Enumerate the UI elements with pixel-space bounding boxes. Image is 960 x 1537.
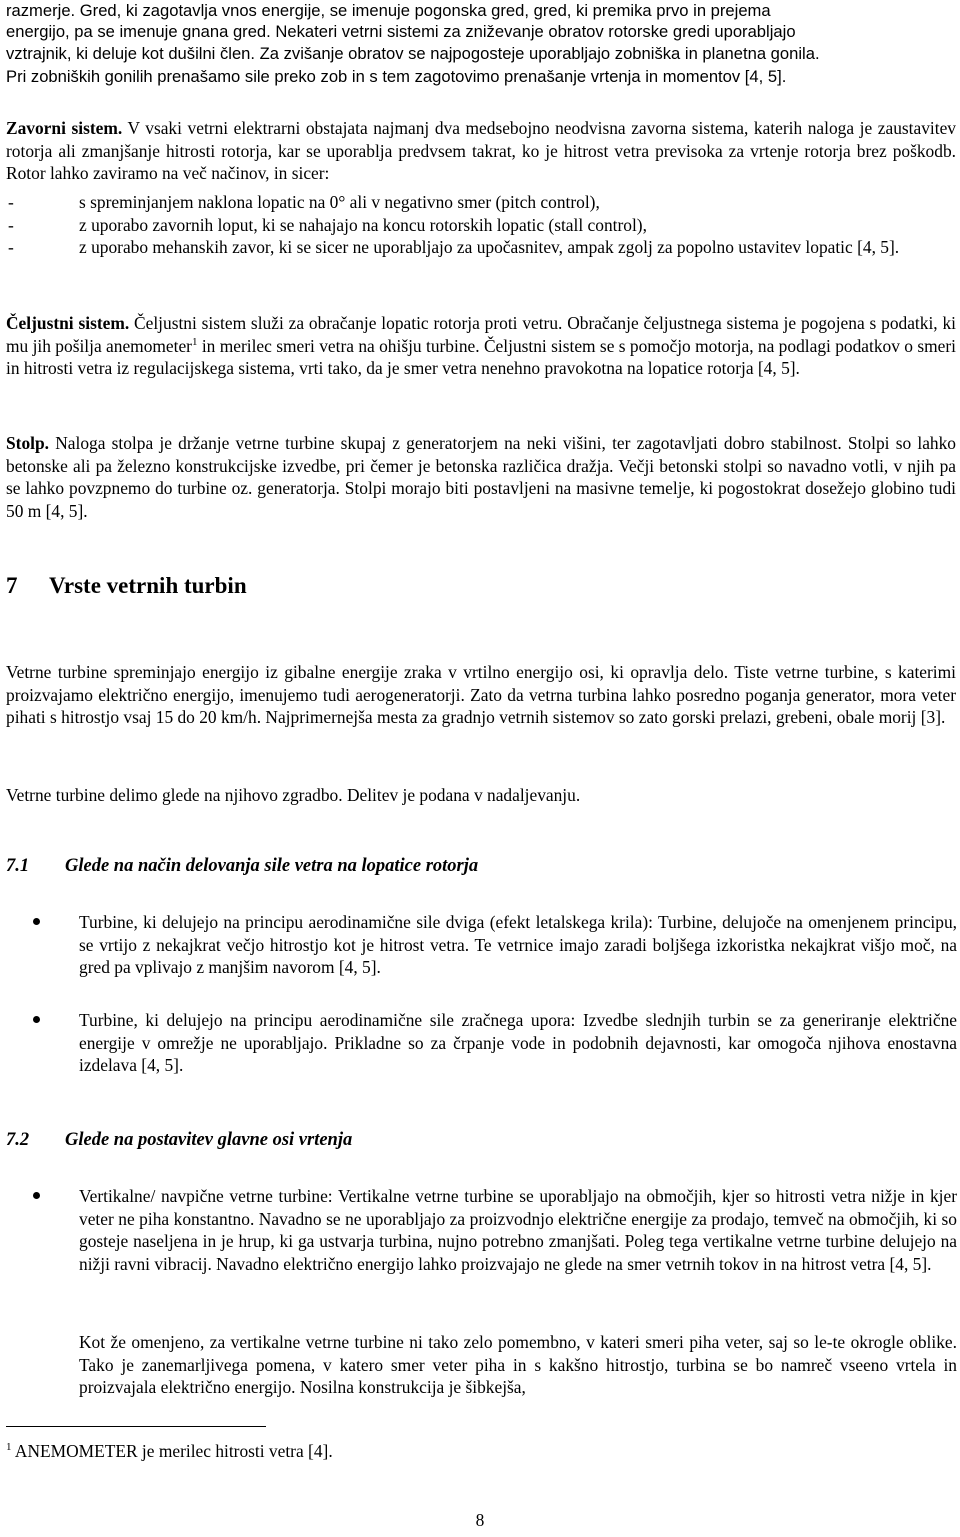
section-paragraph: Vetrne turbine delimo glede na njihovo zgradbo. Delitev je podana v nadaljevanju. xyxy=(6,785,581,805)
list-item xyxy=(6,236,956,259)
yaw-system-text: in merilec smeri vetra na ohišju turbine. Čeljustni sistem se s pomočjo motorja, na podlagi podatkov o smeri in hitrosti vetra iz regulacijskega sistema, vrti tako, da je smer vetra nenehno pravokotna na lopatice rotorja [4, 5]. xyxy=(6,335,956,378)
brake-system-text: V vsaki vetrni elektrarni obstajata najmanj dva medsebojno neodvisna zavorna sistema, katerih naloga je zaustavitev rotorja ali zmanjšanje hitrosti rotorja, kar se uporablja predvsem takrat, ko je hitrost vetra previsoka za vrtenje rotorja brez poškodb. Rotor lahko zaviramo na več načinov, in sicer: xyxy=(6,118,956,183)
subsection-number: 7.2 xyxy=(6,1130,30,1150)
footnote xyxy=(6,1440,333,1463)
footnote-reference: 1 xyxy=(191,335,198,348)
footnote-separator xyxy=(6,1426,266,1427)
list-item xyxy=(6,214,956,237)
subsection-title: Glede na način delovanja sile vetra na lopatice rotorja xyxy=(65,856,479,876)
section-number: 7 xyxy=(6,573,18,598)
list-item-text: z uporabo zavornih loput, ki se nahajajo na koncu rotorskih lopatic (stall control), xyxy=(79,214,647,235)
list-item xyxy=(6,191,956,214)
page-number: 8 xyxy=(475,1510,485,1530)
section-paragraph: Vetrne turbine spreminjajo energijo iz gibalne energije zraka v vrtilno energijo osi, ki opravlja delo. Tiste vetrne turbine, s katerimi proizvajamo električno energijo, imenujemo tudi aerogeneratorji. Zato da vetrna turbina lahko posredno poganja generator, mora veter pihati s hitrostjo vsaj 15 do 20 km/h. Najprimernejša mesta za gradnjo vetrnih sistemov so zato gorski prelazi, grebeni, obale morij [3]. xyxy=(6,662,956,727)
bullet-dot xyxy=(33,1016,40,1023)
brake-methods-list xyxy=(6,191,956,259)
footnote-text: ANEMOMETER je merilec hitrosti vetra [4]. xyxy=(11,1441,333,1461)
dash-marker: - xyxy=(8,192,14,212)
intro-line: Pri zobniških gonilih prenašamo sile preko zob in s tem zagotovimo prenašanje vrtenja in momentov [4, 5]. xyxy=(6,67,787,86)
bullet-continuation: Kot že omenjeno, za vertikalne vetrne turbine ni tako zelo pomembno, v kateri smeri piha veter, saj so le-te okrogle oblike. Tako je zanemarljivega pomena, v katero smer veter piha in s kakšno hitrostjo, turbina se bo namreč vseeno vrtela in proizvajala električno energijo. Nosilna konstrukcija je šibkejša, xyxy=(79,1332,957,1397)
yaw-system-heading: Čeljustni sistem. xyxy=(6,313,130,333)
tower-paragraph xyxy=(6,432,956,522)
subsection-number: 7.1 xyxy=(6,856,30,876)
yaw-system-text: Čeljustni sistem služi za obračanje lopatic rotorja proti vetru. Obračanje čeljustnega sistema je pogojena s podatki, ki mu jih pošilja anemometer xyxy=(6,313,956,356)
section-heading xyxy=(6,575,247,598)
brake-system-paragraph xyxy=(6,117,956,185)
intro-line: razmerje. Gred, ki zagotavlja vnos energije, se imenuje pogonska gred, gred, ki premika prvo in prejema xyxy=(6,1,771,20)
subsection-title: Glede na postavitev glavne osi vrtenja xyxy=(65,1130,353,1150)
bullet-dot xyxy=(33,1192,40,1199)
bullet-item xyxy=(79,1009,957,1077)
bullet-text: Vertikalne/ navpične vetrne turbine: Vertikalne vetrne turbine se uporabljajo na območjih, kjer so hitrosti vetra nižje in kjer veter ne piha konstantno. Navadno se ne uporabljajo za proizvodnjo električne energije za prodajo, temveč na območjih, ki so gosteje naseljena in je hrup, ki ga ustvarja turbina, nujno potrebno zmanjšati. Poleg tega vertikalne vetrne turbine delujejo na nižji ravni vibracij. Navadno električno energijo lahko proizvajajo ne glede na smer vetrnih tokov in na hitrost vetra [4, 5]. xyxy=(79,1186,957,1274)
yaw-system-paragraph xyxy=(6,312,956,380)
bullet-text: Turbine, ki delujejo na principu aerodinamične sile zračnega upora: Izvedbe slednjih turbin se za generiranje električne energije v omrežje ne uporabljajo. Prikladne so za črpanje vode in podobnih dejavnosti, kar omogoča njihova enostavna izdelava [4, 5]. xyxy=(79,1010,957,1075)
tower-heading: Stolp. xyxy=(6,433,50,453)
section-title: Vrste vetrnih turbin xyxy=(49,573,247,598)
intro-line: vztrajnik, ki deluje kot dušilni člen. Za zvišanje obratov se najpogosteje uporabljajo zobniška in planetna gonila. xyxy=(6,44,820,63)
bullet-dot xyxy=(33,918,40,925)
dash-marker: - xyxy=(8,237,14,257)
subsection-heading xyxy=(6,1129,352,1152)
footnote-mark: 1 xyxy=(6,1441,12,1454)
tower-text: Naloga stolpa je držanje vetrne turbine skupaj z generatorjem na neki višini, ter zagotavljati dobro stabilnost. Stolpi so lahko betonske ali pa železno konstrukcijske izvedbe, pri čemer je betonska različica dražja. Večji betonski stolpi so navadno votli, v njih pa se lahko povzpnemo do turbine oz. generatorja. Stolpi morajo biti postavljeni na masivne temelje, ki pogostokrat dosežejo globino tudi 50 m [4, 5]. xyxy=(6,433,956,521)
bullet-text: Turbine, ki delujejo na principu aerodinamične sile dviga (efekt letalskega krila): Turbine, delujoče na omenjenem principu, se vrtijo z nekajkrat večjo hitrostjo kot je hitrost vetra. Te vetrnice imajo zaradi boljšega izkoristka nekajkrat višjo moč, na gred pa vplivajo z manjšim navorom [4, 5]. xyxy=(79,912,957,977)
bullet-item xyxy=(79,911,957,979)
list-item-text: s spreminjanjem naklona lopatic na 0° ali v negativno smer (pitch control), xyxy=(79,192,600,212)
intro-line: energijo, pa se imenuje gnana gred. Nekateri vetrni sistemi za zniževanje obratov rotorske gredi uporabljajo xyxy=(6,22,796,41)
list-item-text: z uporabo mehanskih zavor, ki se sicer ne uporabljajo za upočasnitev, ampak zgolj za popolno ustavitev lopatic [4, 5]. xyxy=(79,237,900,257)
bullet-item xyxy=(79,1185,957,1275)
brake-system-heading: Zavorni sistem. xyxy=(6,118,123,138)
dash-marker: - xyxy=(8,214,14,235)
subsection-heading xyxy=(6,855,478,878)
